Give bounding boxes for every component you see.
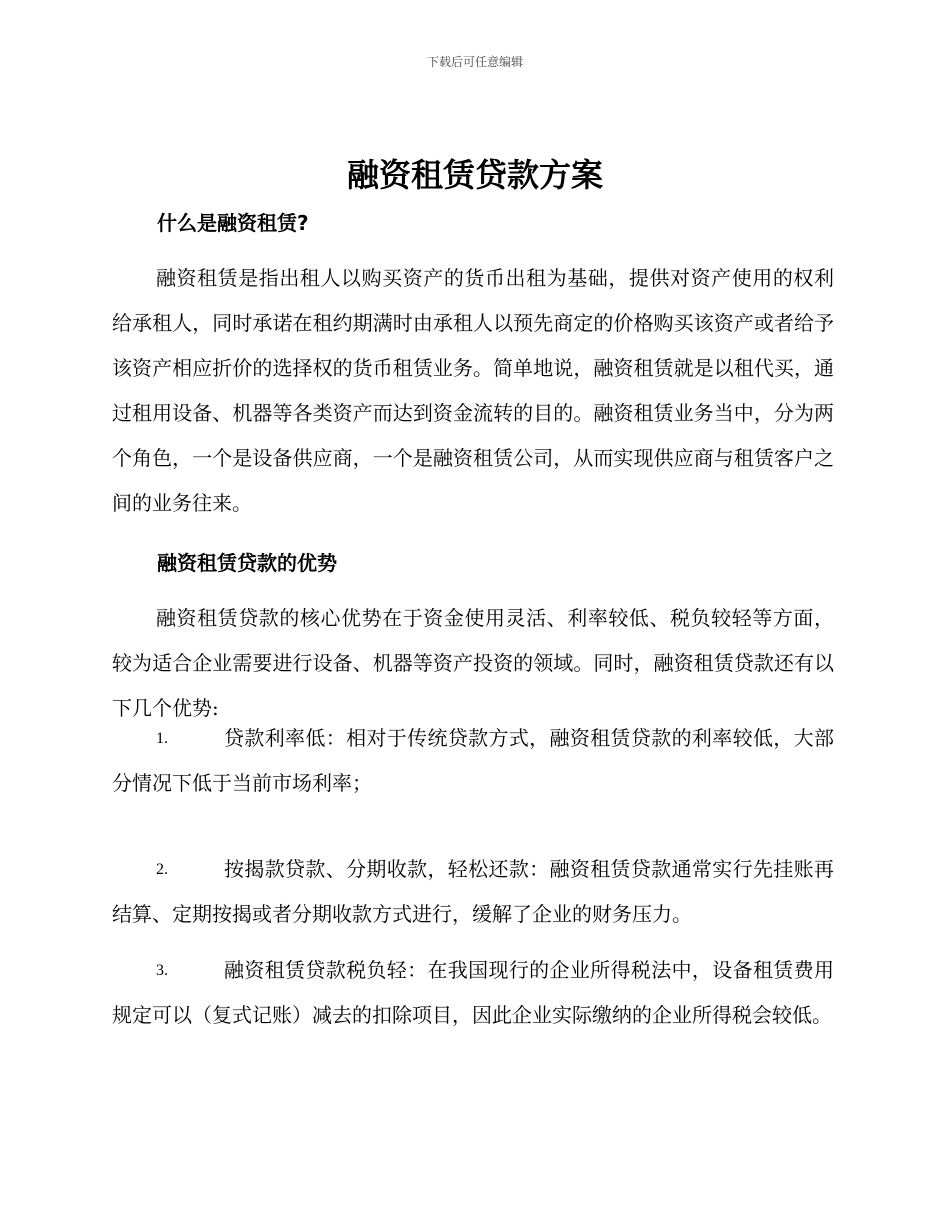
section-heading-what-is: 什么是融资租赁?: [157, 211, 309, 235]
list-item-number: 3.: [156, 962, 168, 979]
list-item-text: 按揭款贷款、分期收款，轻松还款：融资租赁贷款通常实行先挂账再结算、定期按揭或者分期收款方式进行，缓解了企业的财务压力。: [112, 857, 834, 926]
header-note: 下载后可任意编辑: [426, 55, 523, 69]
list-item-text: 融资租赁贷款税负轻：在我国现行的企业所得税法中，设备租赁费用规定可以（复式记账）减去的扣除项目，因此企业实际缴纳的企业所得税会较低。: [112, 958, 834, 1027]
list-item: [112, 948, 834, 1038]
section-advantages-body: [112, 596, 834, 731]
section-what-is-body: [112, 256, 834, 526]
document-title: 融资租赁贷款方案: [346, 156, 603, 194]
list-item-text: 贷款利率低：相对于传统贷款方式，融资租赁贷款的利率较低，大部分情况下低于当前市场利率；: [112, 726, 834, 795]
section-heading-advantages: 融资租赁贷款的优势: [157, 551, 337, 575]
list-item-number: 1.: [156, 730, 168, 747]
paragraph: 融资租赁是指出租人以购买资产的货币出租为基础，提供对资产使用的权利给承租人，同时承诺在租约期满时由承租人以预先商定的价格购买该资产或者给予该资产相应折价的选择权的货币租赁业务。简单地说，融资租赁就是以租代买，通过租用设备、机器等各类资产而达到资金流转的目的。融资租赁业务当中，分为两个角色，一个是设备供应商，一个是融资租赁公司，从而实现供应商与租赁客户之间的业务往来。: [112, 266, 834, 515]
list-item: [112, 847, 834, 937]
list-item: [112, 716, 834, 806]
paragraph: 融资租赁贷款的核心优势在于资金使用灵活、利率较低、税负较轻等方面，较为适合企业需要进行设备、机器等资产投资的领域。同时，融资租赁贷款还有以下几个优势:: [112, 606, 834, 720]
list-item-number: 2.: [156, 861, 168, 878]
